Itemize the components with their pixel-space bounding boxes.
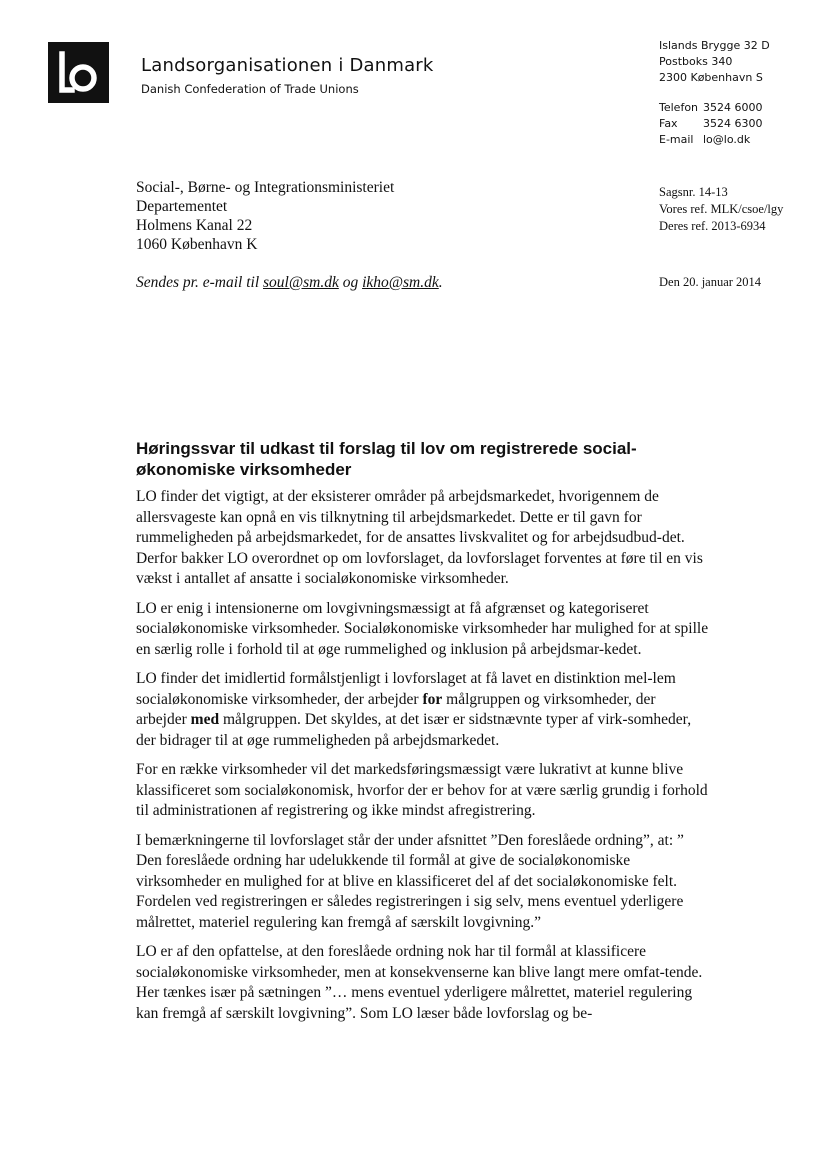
recipient-line: Departementet (136, 198, 228, 215)
recipient-line: Social-, Børne- og Integrationsministeriet (136, 179, 395, 196)
phone-number: 3524 6000 (703, 101, 763, 114)
sent-mid: og (338, 274, 363, 291)
paragraph (136, 669, 710, 751)
recipient-line: 1060 København K (136, 236, 258, 253)
lo-logo (48, 42, 109, 103)
contact-street: Islands Brygge 32 D (659, 39, 770, 52)
organization-name: Landsorganisationen i Danmark (141, 55, 434, 76)
fax-number: 3524 6300 (703, 117, 763, 130)
lo-logo-mark (48, 42, 109, 103)
case-number: Sagsnr. 14-13 (659, 185, 728, 199)
contact-city: 2300 København S (659, 71, 763, 84)
recipient-line: Holmens Kanal 22 (136, 217, 253, 234)
email-label: E-mail (659, 133, 694, 146)
letter-date: Den 20. januar 2014 (659, 275, 762, 289)
sent-prefix: Sendes pr. e-mail til (136, 274, 263, 291)
paragraph-text: målgruppen. Det skyldes, at det især er sidstnævnte typer af virk-somheder, der bidrager til at øge rummeligheden på arbejdsmarkedet. (136, 711, 692, 749)
letter-heading: Høringssvar til udkast til forslag til lov om registrerede social-økonomiske virksomheder (136, 439, 637, 479)
paragraph: I bemærkningerne til lovforslaget står der under afsnittet ”Den foreslåede ordning”, at: ” Den foreslåede ordning har udelukkende til formål at give de socialøkonomiske virksomheder en mulighed for at blive en klassificeret del af det socialøkonomiske felt. Fordelen ved registreringen er således registreringen i sig selv, mens eventuel yderligere målrettet, materiel regulering kan fremgå af særskilt lovgivning.” (136, 831, 684, 931)
email-link-ikho[interactable]: ikho@sm.dk (362, 274, 439, 291)
your-reference: Deres ref. 2013-6934 (659, 219, 766, 233)
contact-block (659, 38, 770, 148)
recipient-address (136, 178, 394, 254)
emphasis-med: med (190, 711, 220, 728)
organization-block (141, 55, 434, 96)
contact-phone-row (659, 100, 770, 116)
sent-suffix: . (438, 274, 443, 291)
paragraph-text: LO finder det imidlertid formålstjenligt i lovforslaget at få lavet en distinktion mel-lem socialøkonomiske virksomheder, der arbejder (136, 670, 676, 708)
contact-fax-row (659, 116, 770, 132)
paragraph: For en række virksomheder vil det markedsføringsmæssigt være lukrativt at kunne blive klassificeret som socialøkonomisk, hvorfor der er behov for at være særlig grundig i forhold til administrationen af registrering og ikke mindst afregistrering. (136, 761, 708, 819)
email-address[interactable]: lo@lo.dk (703, 133, 751, 146)
paragraph: LO er af den opfattelse, at den foreslåede ordning nok har til formål at klassificere socialøkonomiske virksomheder, men at konsekvenserne kan blive langt mere omfat-tende. Her tænkes især på sætningen ”… mens eventuel yderligere målrettet, materiel regulering kan fremgå af særskilt lovgivning”. Som LO læser både lovforslag og be- (136, 943, 703, 1022)
paragraph: LO er enig i intensionerne om lovgivningsmæssigt at få afgrænset og kategoriseret socialøkonomiske virksomheder. Socialøkonomiske virksomheder har mulighed for at spille en særlig rolle i forhold til at øge rummelighed og inklusion på arbejdsmar-kedet. (136, 599, 709, 658)
fax-label: Fax (659, 117, 678, 130)
letter-body (136, 487, 710, 1033)
email-link-soul[interactable]: soul@sm.dk (263, 274, 339, 291)
emphasis-for: for (422, 690, 443, 708)
paragraph: LO finder det vigtigt, at der eksisterer områder på arbejdsmarkedet, hvorigennem de allersvageste kan opnå en vis tilknytning til arbejdsmarkedet. Dette er til gavn for rummeligheden på arbejdsmarkedet, for de ansattes livskvalitet og for arbejdsudbud-det. Derfor bakker LO overordnet op om lovforslaget, da lovforslaget forventes at føre til en vis vækst i antallet af ansatte i socialøkonomiske virksomheder. (136, 488, 703, 587)
contact-email-row (659, 132, 770, 148)
paragraph-text: målgruppen og virksomheder, der arbejder (136, 690, 656, 728)
reference-block (659, 184, 783, 235)
our-reference: Vores ref. MLK/csoe/lgy (659, 202, 784, 216)
phone-label: Telefon (659, 101, 699, 114)
sent-by-email-note (136, 274, 443, 292)
organization-subtitle: Danish Confederation of Trade Unions (141, 82, 359, 96)
contact-pobox: Postboks 340 (659, 55, 733, 68)
